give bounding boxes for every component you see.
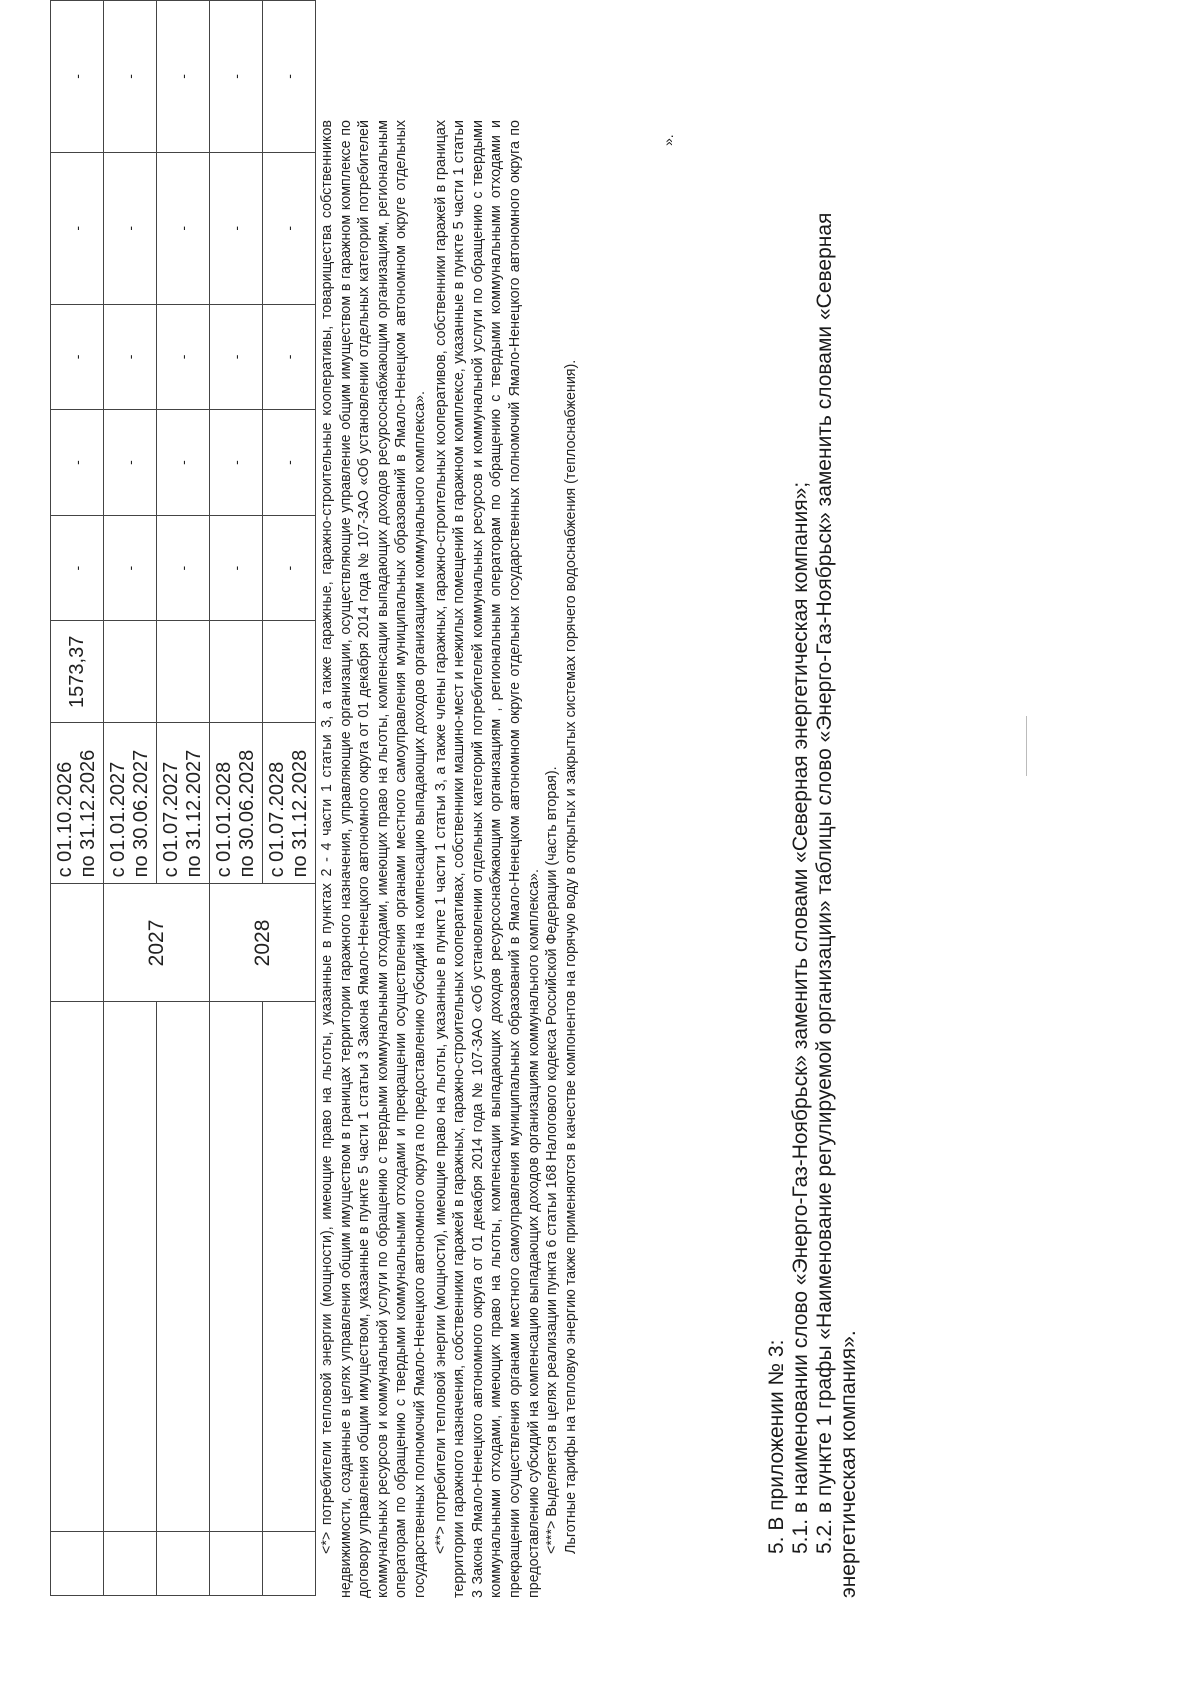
dash: - xyxy=(228,460,244,465)
dash-cell xyxy=(51,1,104,153)
year-cell: 2027 xyxy=(104,884,210,1002)
table-row xyxy=(104,1,157,1596)
dash-cell xyxy=(157,152,210,304)
dash-cell xyxy=(263,152,316,304)
period-from: с 01.01.2027 xyxy=(107,761,129,878)
period-cell xyxy=(263,723,316,884)
period-to: по 30.06.2028 xyxy=(236,749,258,878)
table-row xyxy=(157,1,210,1596)
blank-cell xyxy=(157,1002,210,1532)
blank-cell xyxy=(157,1532,210,1596)
blank-cell xyxy=(104,1002,157,1532)
dash: - xyxy=(69,565,85,571)
dash-cell xyxy=(157,1,210,153)
period-to: по 31.12.2026 xyxy=(77,749,99,878)
period-cell xyxy=(210,723,263,884)
dash: - xyxy=(281,460,297,465)
scan-mark xyxy=(1026,716,1027,776)
tariff-value xyxy=(263,621,316,723)
blank-cell xyxy=(263,1532,316,1596)
dash: - xyxy=(175,74,191,79)
dash: - xyxy=(281,225,297,231)
dash: - xyxy=(122,74,138,79)
period-from: с 01.07.2028 xyxy=(266,761,288,878)
dash-cell xyxy=(51,515,104,621)
period-to: по 31.12.2028 xyxy=(289,749,311,878)
footnote-3: <***> Выделяется в целях реализации пункта 6 статьи 168 Налогового кодекса Российской Федерации (часть вторая). xyxy=(544,766,561,1554)
dash: - xyxy=(69,354,85,360)
dash-cell xyxy=(263,410,316,516)
tariff-value xyxy=(210,621,263,723)
dash: - xyxy=(122,354,138,360)
section-5-item-1: 5.1. в наименовании слово «Энерго-Газ-Ноябрьск» заменить словами «Северная энергетическая компания»; xyxy=(789,481,812,1554)
blank-cell xyxy=(51,1532,104,1596)
blank-cell xyxy=(263,1002,316,1532)
dash-cell xyxy=(51,152,104,304)
closing-quote: ». xyxy=(660,134,676,146)
dash: - xyxy=(281,565,297,571)
blank-cell xyxy=(51,1002,104,1532)
period-cell xyxy=(51,723,104,884)
period-cell xyxy=(104,723,157,884)
blank-cell xyxy=(104,1532,157,1596)
dash: - xyxy=(281,74,297,79)
footnote-2: <**> потребители тепловой энергии (мощности), имеющие право на льготы, указанные в пункте 1 части 1 статьи 3, а также члены гаражных, гаражно-строительных кооперативов, собственники гаражей в границах территории гаражного назначения, собственники гаражей в гаражных, гаражно-строительных кооперативах, собственники машино-мест и нежилых помещений в гаражном комплексе, указанные в пункте 5 части 1 статьи 3 Закона Ямало-Ненецкого автономного округа от 01 декабря 2014 года № 107-ЗАО «Об установлении отдельных категорий потребителей коммунальных ресурсов и коммунальной услуги по обращению с твердыми коммунальными отходами, имеющих право на льготы, компенсации выпадающих доходов ресурсоснабжающим организациям , региональным операторам по обращению с твердыми коммунальными отходами и прекращении осуществления органами местного самоуправления муниципальных образований в Ямало-Ненецком автономном округе отдельных государственных полномочий Ямало-Ненецкого автономного округа по предоставлению субсидий на компенсацию выпадающих доходов организациям коммунального комплекса». xyxy=(432,120,542,1598)
section-5 xyxy=(765,98,861,1598)
dash: - xyxy=(281,354,297,360)
blank-cell xyxy=(210,1532,263,1596)
table-row xyxy=(263,1,316,1596)
year-cell xyxy=(51,884,104,1002)
dash-cell xyxy=(263,1,316,153)
footnote-4: Льготные тарифы на тепловую энергию также применяются в качестве компонентов на горячую воду в открытых и закрытых системах горячего водоснабжения (теплоснабжения). xyxy=(562,359,579,1554)
section-5-item-2: 5.2. в пункте 1 графы «Наименование регулируемой организации» таблицы слово «Энерго-Газ-Ноябрьск» заменить словами «Северная энергетическая компания». xyxy=(813,212,860,1598)
dash-cell xyxy=(104,410,157,516)
dash: - xyxy=(175,565,191,571)
dash-cell xyxy=(104,304,157,410)
tariff-value xyxy=(157,621,210,723)
dash-cell xyxy=(104,152,157,304)
period-to: по 31.12.2027 xyxy=(183,749,205,878)
period-from: с 01.10.2026 xyxy=(54,761,76,878)
dash: - xyxy=(69,74,85,79)
dash-cell xyxy=(157,304,210,410)
dash-cell xyxy=(157,515,210,621)
period-from: с 01.07.2027 xyxy=(160,761,182,878)
dash-cell xyxy=(210,410,263,516)
blank-cell xyxy=(210,1002,263,1532)
dash: - xyxy=(122,565,138,571)
dash-cell xyxy=(263,304,316,410)
dash: - xyxy=(175,354,191,360)
table-row xyxy=(210,1,263,1596)
dash: - xyxy=(228,354,244,360)
section-5-heading: 5. В приложении № 3: xyxy=(765,1339,788,1554)
period-from: с 01.01.2028 xyxy=(213,761,235,878)
year-cell: 2028 xyxy=(210,884,316,1002)
dash-cell xyxy=(104,1,157,153)
dash-cell xyxy=(210,515,263,621)
dash-cell xyxy=(210,1,263,153)
footnotes xyxy=(318,120,580,1598)
dash-cell xyxy=(157,410,210,516)
dash-cell xyxy=(263,515,316,621)
dash: - xyxy=(175,460,191,465)
dash-cell xyxy=(210,152,263,304)
dash-cell xyxy=(51,410,104,516)
period-to: по 30.06.2027 xyxy=(130,749,152,878)
dash: - xyxy=(228,225,244,231)
footnote-1: <*> потребители тепловой энергии (мощности), имеющие право на льготы, указанные в пунктах 2 - 4 части 1 статьи 3, а также гаражные, гаражно-строительные кооперативы, товарищества собственников недвижимости, созданные в целях управления общим имуществом в границах территории гаражного назначения, управляющие организации, осуществляющие управление общим имуществом в гаражном комплексе по договору управления общим имуществом, указанные в пункте 5 части 1 статьи 3 Закона Ямало-Ненецкого автономного округа от 01 декабря 2014 года № 107-ЗАО «Об установлении отдельных категорий потребителей коммунальных ресурсов и коммунальной услуги по обращению с твердыми коммунальными отходами, имеющих право на льготы, компенсации выпадающих доходов ресурсоснабжающим организациям, региональным операторам по обращению с твердыми коммунальными отходами и прекращении осуществления органами местного самоуправления муниципальных образований в Ямало-Ненецком автономном округе отдельных государственных полномочий Ямало-Ненецкого автономного округа по предоставлению субсидий на компенсацию выпадающих доходов организациям коммунального комплекса». xyxy=(319,120,428,1598)
table-row xyxy=(51,1,104,1596)
dash-cell xyxy=(104,515,157,621)
dash: - xyxy=(69,225,85,231)
tariff-value: 1573,37 xyxy=(51,621,104,723)
dash: - xyxy=(175,225,191,231)
dash-cell xyxy=(210,304,263,410)
dash: - xyxy=(69,460,85,465)
period-cell xyxy=(157,723,210,884)
tariff-table xyxy=(50,0,316,1596)
dash: - xyxy=(228,565,244,571)
tariff-value xyxy=(104,621,157,723)
dash-cell xyxy=(51,304,104,410)
dash: - xyxy=(228,74,244,79)
dash: - xyxy=(122,225,138,231)
dash: - xyxy=(122,460,138,465)
